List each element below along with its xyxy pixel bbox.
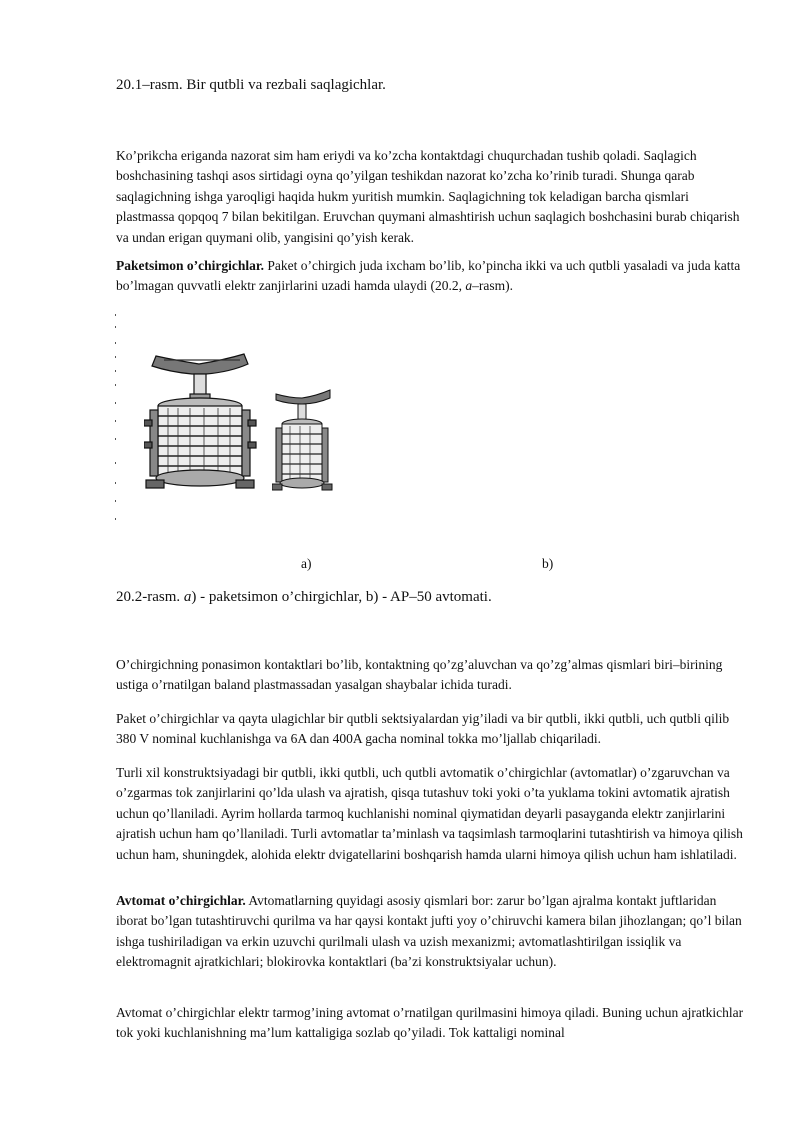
paragraph-packet-switches-text: Paket o’chirgich juda ixcham bo’lib, ko’pincha ikki va uch qutbli yasaladi va juda katta bo’lmagan quvvatli elektr zanjirlarini uzadi hamda ulaydi (20.2, (116, 258, 741, 294)
packet-switch-small-icon (272, 384, 334, 494)
paragraph-packet-switches (116, 256, 744, 297)
paragraph-packet-switches-end: –rasm). (472, 278, 514, 294)
heading-packet-switches: Paketsimon o’chirgichlar. (116, 258, 264, 273)
caption2-start: 20.2-rasm. (116, 589, 184, 605)
paragraph-automat-parts (116, 891, 744, 973)
figure-caption-20-1: 20.1–rasm. Bir qutbli va rezbali saqlagichlar. (116, 77, 386, 93)
figure-20-2-image (114, 312, 374, 527)
paragraph-automat-protection: Avtomat o’chirgichlar elektr tarmog’ining avtomat o’rnatilgan qurilmasini himoya qiladi. Buning uchun ajratkichlar tok yoki kuchlanishning ma’lum kattaligiga sozlab qo’yiladi. Tok kattaligi nominal (116, 1005, 744, 1041)
paragraph-fuse-description: Ko’prikcha eriganda nazorat sim ham eriydi va ko’zcha kontaktdagi chuqurchadan tushib qoladi. Saqlagich boshchasining tashqi asos sirtidagi oyna qo’yilgan teshikdan nazorat ko’zcha ko’rinib turadi. Shunga qarab saqlagichning ishga yaroqligi haqida hukm yuritish mumkin. Saqlagichning tok keladigan barcha qismlari plastmassa qopqoq 7 bilan bekitilgan. Eruvchan quymani almashtirish uchun saqlagich boshchasini burab chiqarish va undan erigan quymani olib, yangisini qo’yish kerak. (116, 148, 740, 245)
paragraph-automatic-switches: Turli xil konstruktsiyadagi bir qutbli, ikki qutbli, uch qutbli avtomatik o’chirgichlar (avtomatlar) o’zgaruvchan va o’zgarmas tok zanjirlarini qo’lda ulash va ajratish, qisqa tutashuv toki yoki o’ta yuklama tokini avtomatik ajratish uchun qo’llaniladi. Ayrim hollarda tarmoq kuchlanishi nominal qiymatidan deyarli pasayganda elektr zanjirlarini ajratish uchun ham qo’llaniladi. Turli avtomatlar ta’minlash va taqsimlash tarmoqlarini tutashtirish va himoya qilish uchun ham, shuningdek, alohida elektr dvigatellarini boshqarish hamda ularni himoya qilish uchun ham ishlatiladi. (116, 765, 743, 862)
caption2-end: ) - paketsimon o’chirgichlar, b) - AP–50 avtomati. (191, 589, 492, 605)
figure-ref-a: a (465, 278, 473, 294)
figure-label-b: b) (542, 556, 554, 571)
scan-artifact-ticks (114, 312, 118, 527)
figure-label-a: a) (301, 556, 312, 571)
figure-caption-20-2 (116, 589, 492, 606)
paragraph-contacts: O’chirgichning ponasimon kontaktlari bo’lib, kontaktning qo’zg’aluvchan va qo’zg’almas qismlari biri–birining ustiga o’rnatilgan baland plastmassadan yasalgan shaybalar ichida turadi. (116, 657, 723, 693)
paragraph-automat-parts-text: Avtomatlarning quyidagi asosiy qismlari bor: zarur bo’lgan ajralma kontakt juftlaridan iborat bo’lgan tutashtiruvchi qurilma va har qaysi kontakt jufti yoy o’chiruvchi kamera bilan jihozlangan; qo’l bilan ishga tushiriladigan va erkin uzuvchi qurilmali ulash va uzish mexanizmi; avtomatlashtirilgan issiqlik va elektromagnit ajratkichlari; blokirovka kontaktlari (ba’zi konstruktsiyalar uchun). (116, 893, 742, 970)
packet-switch-large-icon (144, 350, 264, 500)
paragraph-sections: Paket o’chirgichlar va qayta ulagichlar bir qutbli sektsiyalardan yig’iladi va bir qutbli, ikki qutbli, uch qutbli qilib 380 V nominal kuchlanishga va 6A dan 400A gacha nominal tokka mo’ljallab chiqariladi. (116, 711, 730, 747)
caption2-italic: a (183, 589, 192, 605)
heading-automat-switches: Avtomat o’chirgichlar. (116, 893, 246, 908)
